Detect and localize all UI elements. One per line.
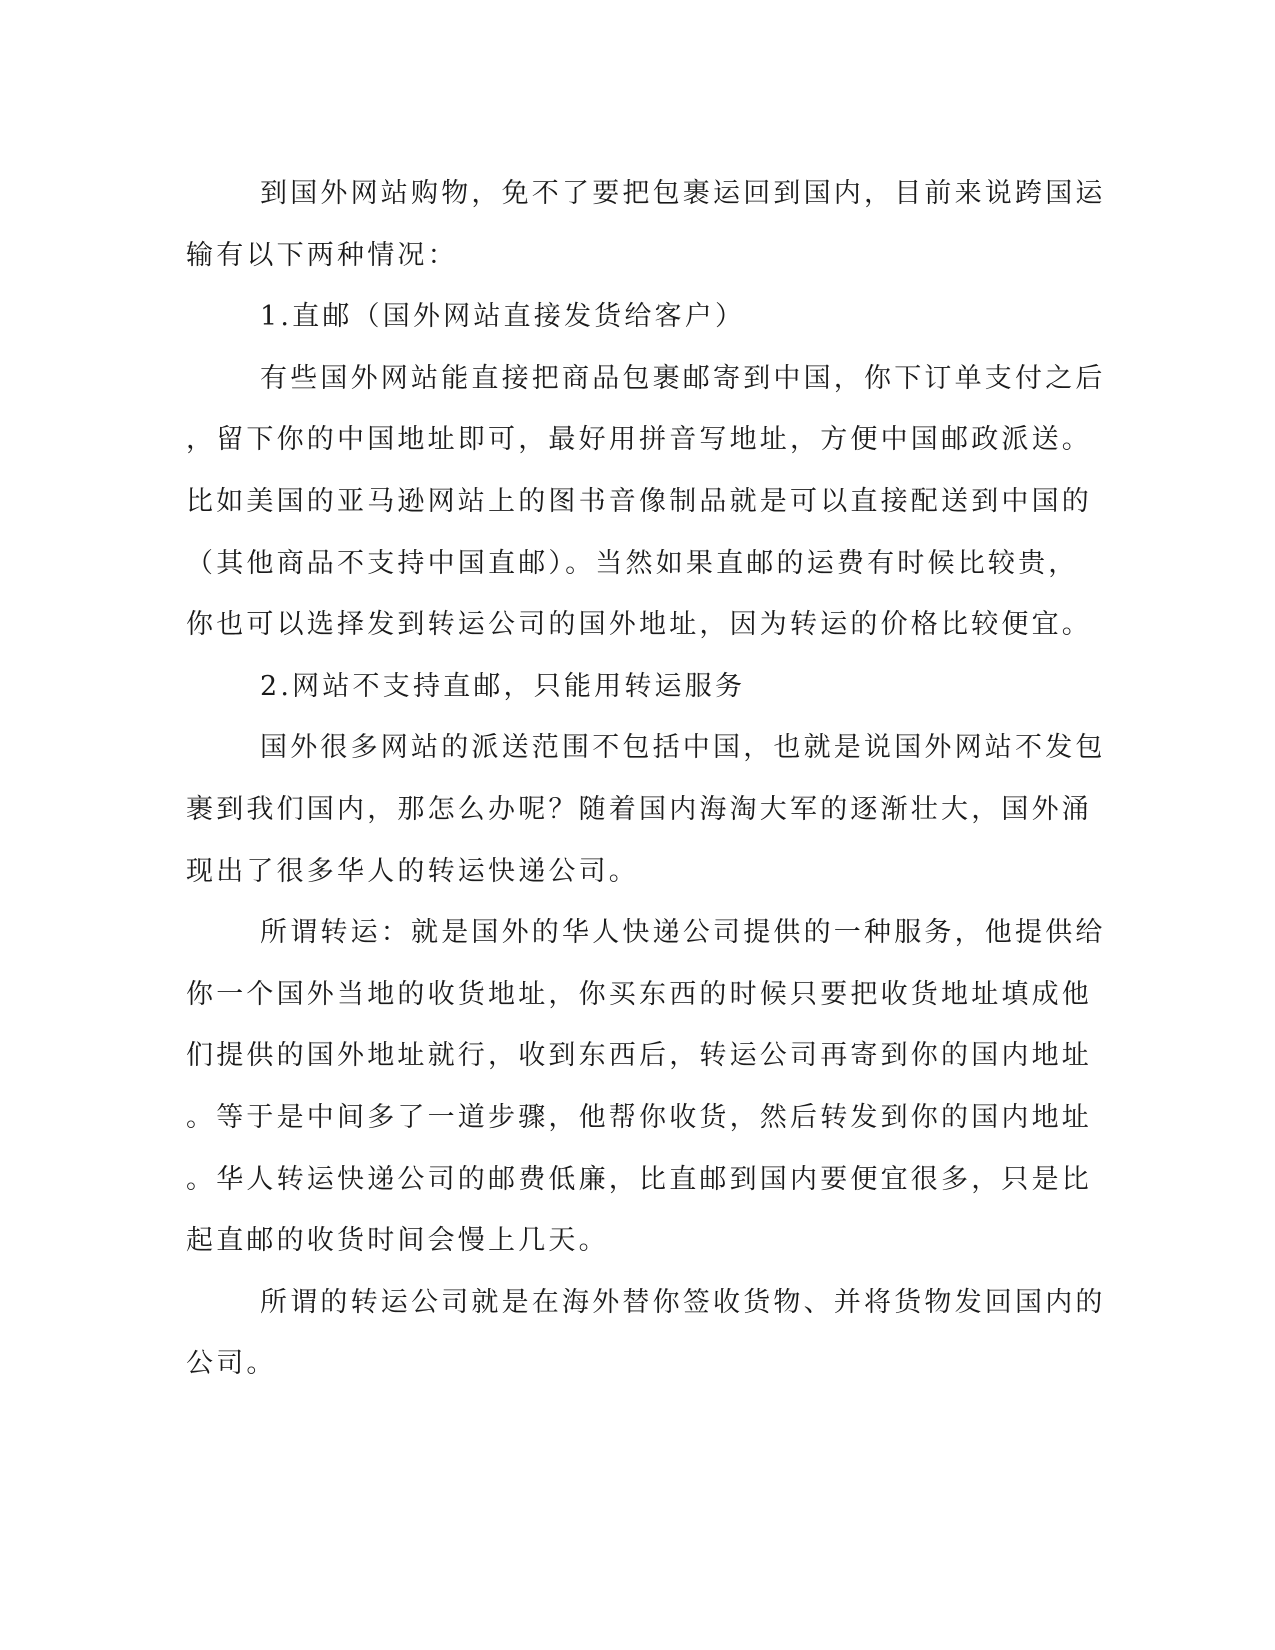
text-line: 公司。 [186,1348,277,1380]
text-line: 比如美国的亚马逊网站上的图书音像制品就是可以直接配送到中国的 [186,485,1092,517]
text-line: 们提供的国外地址就行，收到东西后，转运公司再寄到你的国内地址 [186,1040,1092,1072]
text-line: 有些国外网站能直接把商品包裹邮寄到中国，你下订单支付之后 [260,362,1106,394]
text-line: 。华人转运快递公司的邮费低廉，比直邮到国内要便宜很多，只是比 [186,1163,1092,1195]
text-line: 你也可以选择发到转运公司的国外地址，因为转运的价格比较便宜。 [186,609,1092,641]
text-line: 国外很多网站的派送范围不包括中国，也就是说国外网站不发包 [260,732,1106,764]
section-heading: 2.网站不支持直邮，只能用转运服务 [260,670,746,702]
text-line: ，留下你的中国地址即可，最好用拼音写地址，方便中国邮政派送。 [186,424,1092,456]
text-line: 。等于是中间多了一道步骤，他帮你收货，然后转发到你的国内地址 [186,1101,1092,1133]
document-body [186,163,1106,1395]
text-line: 起直邮的收货时间会慢上几天。 [186,1225,609,1257]
text-line: 所谓转运：就是国外的华人快递公司提供的一种服务，他提供给 [260,917,1106,949]
text-line: 你一个国外当地的收货地址，你买东西的时候只要把收货地址填成他 [186,978,1092,1010]
text-line: 现出了很多华人的转运快递公司。 [186,855,639,887]
text-line: （其他商品不支持中国直邮）。当然如果直邮的运费有时候比较贵， [186,547,1079,579]
text-line: 到国外网站购物，免不了要把包裹运回到国内，目前来说跨国运 [260,178,1106,209]
text-line: 输有以下两种情况： [186,239,458,271]
text-line: 裹到我们国内，那怎么办呢？随着国内海淘大军的逐渐壮大，国外涌 [186,793,1092,825]
section-heading: 1.直邮（国外网站直接发货给客户） [260,301,746,333]
text-line: 所谓的转运公司就是在海外替你签收货物、并将货物发回国内的 [260,1286,1106,1318]
